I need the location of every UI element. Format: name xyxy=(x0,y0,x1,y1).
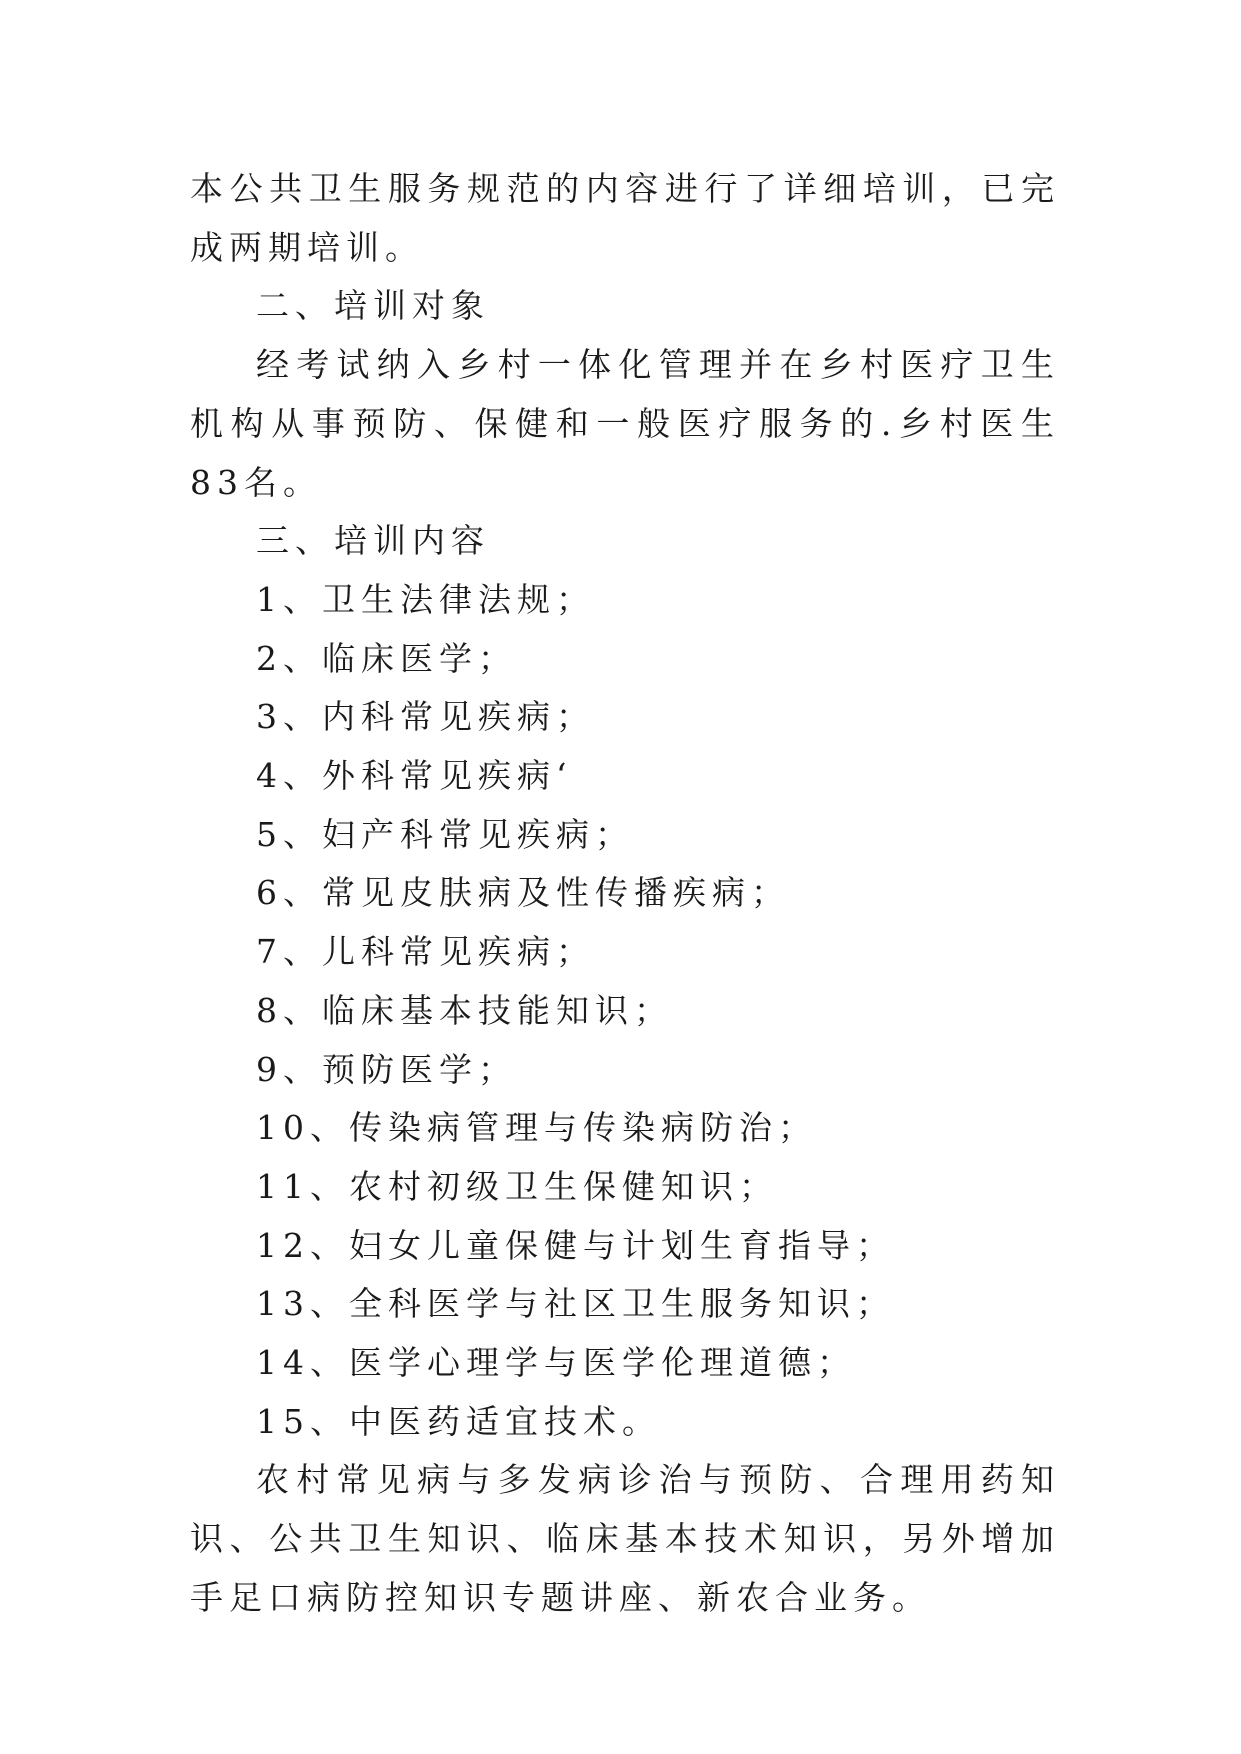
intro-paragraph: 本公共卫生服务规范的内容进行了详细培训，已完成两期培训。 xyxy=(190,169,1060,267)
list-item: 2、临床医学； xyxy=(256,638,517,678)
list-item: 10、传染病管理与传染病防治； xyxy=(256,1108,817,1148)
list-item: 13、全科医学与社区卫生服务知识； xyxy=(256,1284,895,1324)
list-item: 12、妇女儿童保健与计划生育指导； xyxy=(256,1225,895,1265)
training-content-list xyxy=(190,571,1060,1452)
section-heading-target-audience: 二、培训对象 xyxy=(256,286,490,326)
list-item: 9、预防医学； xyxy=(256,1049,517,1089)
target-audience-paragraph: 经考试纳入乡村一体化管理并在乡村医疗卫生机构从事预防、保健和一般医疗服务的.乡村医生83名。 xyxy=(190,345,1060,502)
document-body xyxy=(190,160,1060,1628)
closing-paragraph: 农村常见病与多发病诊治与预防、合理用药知识、公共卫生知识、临床基本技术知识，另外增加手足口病防控知识专题讲座、新农合业务。 xyxy=(190,1460,1060,1617)
section-heading-training-content: 三、培训内容 xyxy=(256,521,490,561)
list-item: 5、妇产科常见疾病； xyxy=(256,814,634,854)
list-item: 8、临床基本技能知识； xyxy=(256,990,673,1030)
list-item: 15、中医药适宜技术。 xyxy=(256,1401,661,1441)
list-item: 1、卫生法律法规； xyxy=(256,579,595,619)
list-item: 3、内科常见疾病； xyxy=(256,697,595,737)
list-item: 14、医学心理学与医学伦理道德； xyxy=(256,1343,856,1383)
list-item: 4、外科常见疾病‘ xyxy=(256,756,573,796)
list-item: 7、儿科常见疾病； xyxy=(256,932,595,972)
list-item: 11、农村初级卫生保健知识； xyxy=(256,1166,778,1206)
list-item: 6、常见皮肤病及性传播疾病； xyxy=(256,873,790,913)
